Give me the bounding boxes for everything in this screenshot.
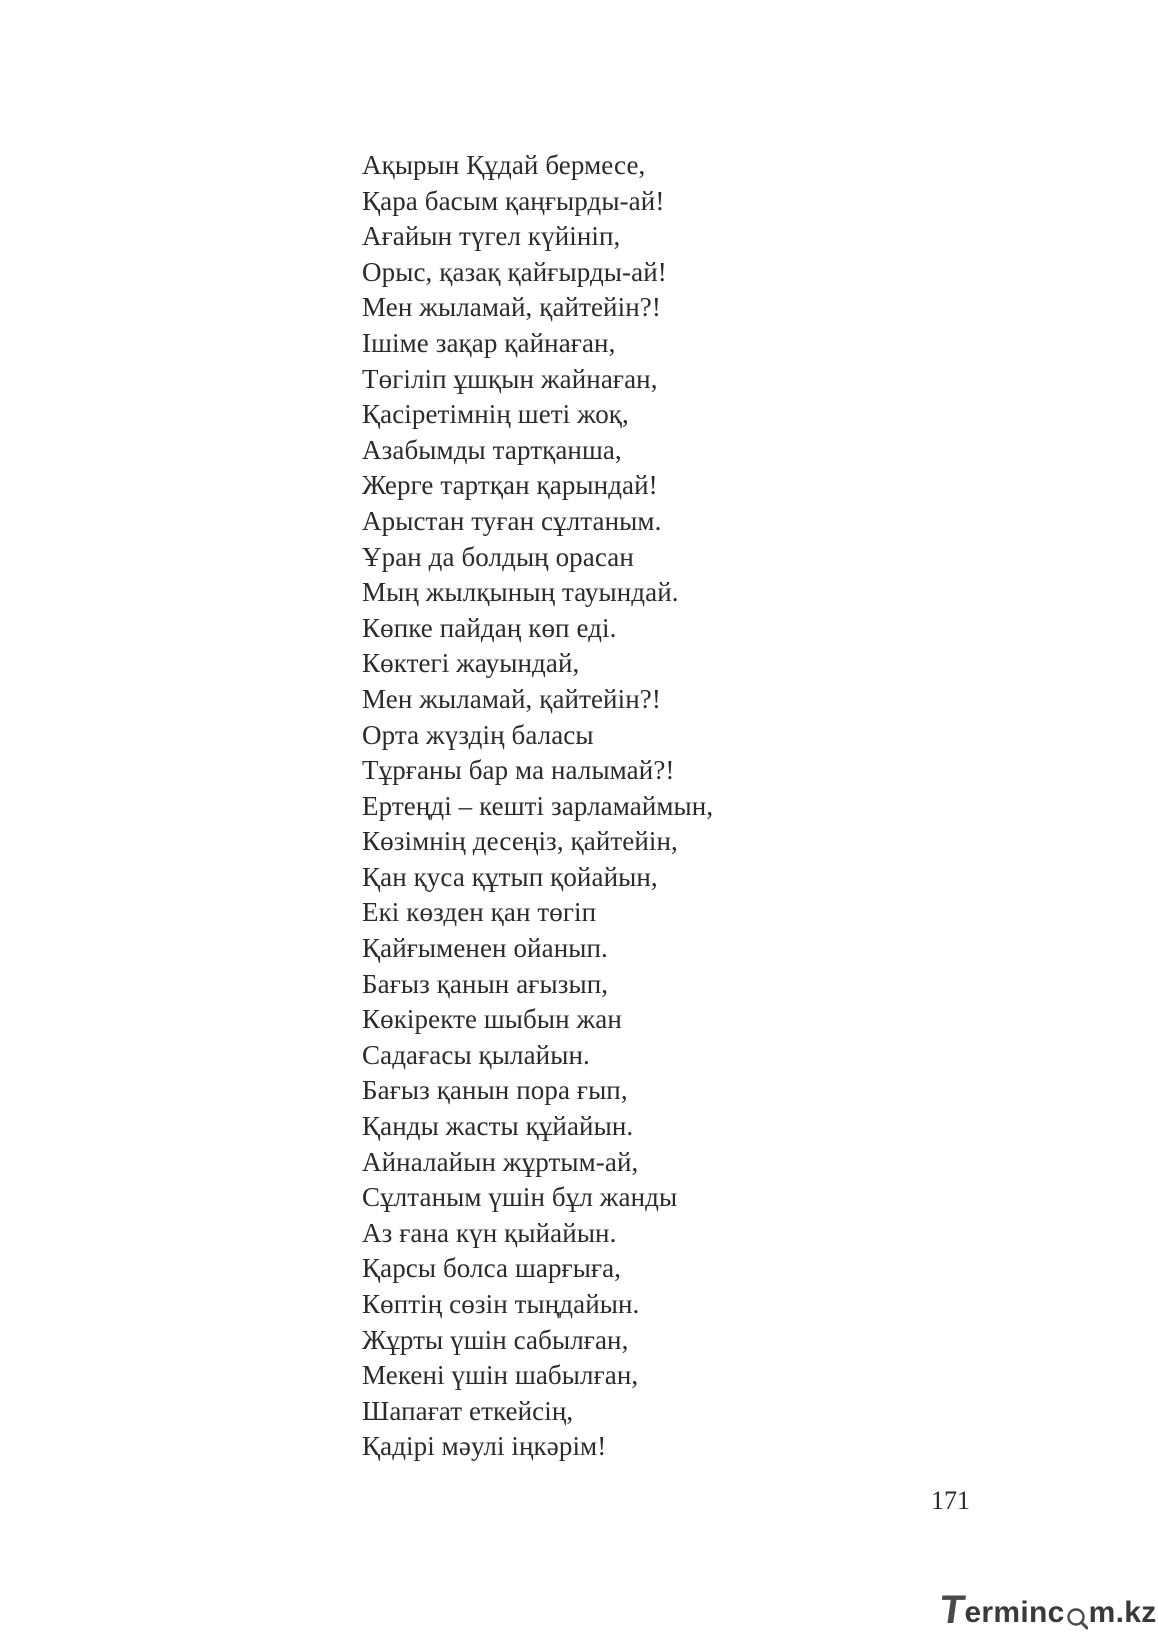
poem-line: Қанды жасты құйайын. (362, 1111, 634, 1142)
poem-line: Орта жүздің баласы (362, 719, 594, 750)
poem-line: Екі көзден қан төгіп (362, 897, 597, 928)
watermark-text-end: m.kz (1088, 1596, 1157, 1629)
poem-line: Қан қуса құтып қойайын, (362, 861, 658, 892)
poem-line: Садағасы қылайын. (362, 1039, 590, 1070)
poem-line: Қарсы болса шарғыға, (362, 1253, 622, 1284)
watermark-letter-t: T (936, 1588, 968, 1632)
poem-line: Мен жыламай, қайтейін?! (362, 292, 661, 323)
terminkom-watermark-logo (936, 1588, 1157, 1632)
poem-line: Ағайын түгел күйініп, (362, 221, 621, 252)
poem-line: Ұран да болдың орасан (362, 541, 634, 572)
poem-line: Азабымды тартқанша, (362, 434, 622, 465)
poem-line: Қасіретімнің шеті жоқ, (362, 399, 629, 430)
poem-line: Жұрты үшін сабылған, (362, 1324, 629, 1355)
poem-line: Төгіліп ұшқын жайнаған, (362, 363, 658, 394)
poem-line: Қайғыменен ойанып. (362, 933, 608, 964)
poem-line: Жерге тартқан қарындай! (362, 470, 658, 501)
poem-line: Бағыз қанын пора ғып, (362, 1075, 628, 1106)
poem-line: Көктегі жауындай, (362, 648, 580, 679)
poem-line: Арыстан туған сұлтаным. (362, 505, 662, 536)
poem-line: Мекені үшін шабылған, (362, 1360, 639, 1391)
poem-line: Айналайын жұртым-ай, (362, 1146, 639, 1177)
poem-line: Көпке пайдаң көп еді. (362, 612, 617, 643)
poem-line: Ішіме зақар қайнаған, (362, 327, 616, 358)
poem-line: Шапағат еткейсің, (362, 1395, 574, 1426)
poem-line: Мың жылқының тауындай. (362, 577, 679, 608)
poem-line: Көптің сөзін тыңдайын. (362, 1289, 640, 1319)
poem-line: Қадірі мәулі іңкәрім! (362, 1431, 607, 1462)
poem-line: Көкіректе шыбын жан (362, 1004, 622, 1035)
poem-line: Тұрғаны бар ма налымай?! (362, 755, 675, 786)
poem-line: Орыс, қазақ қайғырды-ай! (362, 256, 667, 287)
watermark-text-middle: erminc (964, 1596, 1065, 1629)
poem-line: Аз ғана күн қыйайын. (362, 1217, 617, 1248)
poem-line: Бағыз қанын ағызып, (362, 968, 609, 999)
magnifier-icon (1066, 1602, 1088, 1628)
poem-line: Қара басым қаңғырды-ай! (362, 185, 665, 216)
poem-line: Сұлтаным үшін бұл жанды (362, 1182, 678, 1213)
poem-line: Ертеңді – кешті зарламаймын, (362, 790, 714, 821)
page-number: 171 (931, 1486, 970, 1515)
poem-line: Ақырын Құдай бермесе, (362, 150, 646, 180)
poem-line: Көзімнің десеңіз, қайтейін, (362, 826, 678, 857)
poem-line: Мен жыламай, қайтейін?! (362, 683, 661, 714)
poem-text (362, 148, 713, 1465)
